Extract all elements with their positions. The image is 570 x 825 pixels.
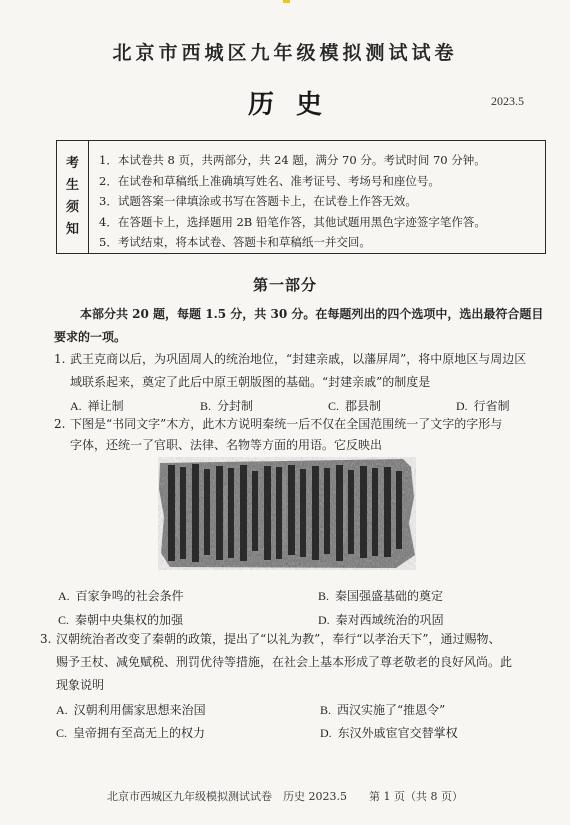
- notice-label-char: 考: [65, 156, 79, 171]
- question-number: 3.: [40, 632, 52, 646]
- question-3-line-2: 赐予王杖、减免赋税、刑罚优待等措施，在社会上基本形成了尊老敬老的良好风尚。此: [56, 655, 513, 669]
- option-text: 百家争鸣的社会条件: [75, 589, 184, 603]
- question-number: 1.: [54, 352, 66, 366]
- option-letter: C.: [56, 726, 68, 740]
- option-text: 东汉外戚宦官交替掌权: [337, 726, 458, 740]
- top-mark: [283, 0, 290, 3]
- wooden-slip-svg: [158, 457, 416, 570]
- notice-item: 5．考试结束，将本试卷、答题卡和草稿纸一并交回。: [99, 235, 371, 249]
- option-letter: B.: [200, 399, 212, 413]
- option-letter: A.: [56, 703, 68, 717]
- option-b: [318, 587, 443, 604]
- option-text: 西汉实施了“推恩令”: [337, 703, 446, 717]
- option-a: [56, 701, 206, 718]
- question-2-line-1: [54, 413, 502, 436]
- option-b: [320, 701, 445, 718]
- option-letter: D.: [318, 613, 330, 627]
- notice-label-char: 知: [65, 222, 79, 237]
- option-b: [200, 397, 253, 414]
- subject-title: 历史: [247, 90, 344, 120]
- option-letter: B.: [318, 589, 330, 603]
- exam-date: 2023.5: [491, 94, 524, 108]
- option-a: [58, 587, 184, 604]
- option-c: [56, 724, 205, 741]
- part-intro: 本部分共 20 题，每题 1.5 分，共 30 分。在每题列出的四个选项中，选出最符合题目要求的一项。: [54, 307, 544, 344]
- option-text: 秦国强盛基础的奠定: [335, 589, 444, 603]
- option-letter: B.: [320, 703, 332, 717]
- question-1-line-2: 域联系起来，奠定了此后中原王朝版图的基础。“封建亲戚”的制度是: [70, 375, 431, 389]
- question-text: 汉朝统治者改变了秦朝的政策，提出了“以礼为教”，奉行“以孝治天下”，通过赐物、: [56, 632, 501, 646]
- option-text: 禅让制: [87, 399, 124, 413]
- option-text: 皇帝拥有至高无上的权力: [73, 726, 206, 740]
- option-letter: D.: [456, 399, 468, 413]
- wooden-slip-image: [158, 457, 416, 570]
- part-title: 第一部分: [252, 276, 317, 294]
- option-text: 秦对西域统治的巩固: [335, 613, 444, 627]
- notice-box: [56, 140, 546, 254]
- exam-title: 北京市西城区九年级模拟测试试卷: [112, 42, 458, 64]
- option-letter: A.: [70, 399, 82, 413]
- question-number: 2.: [54, 417, 66, 431]
- notice-label: [57, 141, 89, 253]
- option-text: 分封制: [217, 399, 254, 413]
- question-text: 下图是“书同文字”木方，此木方说明秦统一后不仅在全国范围统一了文字的字形与: [70, 417, 503, 431]
- notice-item: 2．在试卷和草稿纸上准确填写姓名、准考证号、考场号和座位号。: [99, 173, 440, 188]
- option-c: [58, 611, 183, 628]
- option-letter: A.: [58, 589, 70, 603]
- option-text: 秦朝中央集权的加强: [75, 613, 184, 627]
- option-letter: C.: [328, 399, 340, 413]
- option-c: [328, 397, 381, 414]
- option-d: [320, 724, 458, 741]
- notice-item: 4．在答题卡上，选择题用 2B 铅笔作答，其他试题用黑色字迹签字笔作答。: [99, 214, 486, 229]
- option-text: 郡县制: [345, 399, 382, 413]
- option-d: [456, 397, 510, 414]
- option-a: [70, 397, 124, 414]
- notice-label-char: 须: [65, 200, 79, 215]
- page-footer: 北京市西城区九年级模拟测试试卷 历史 2023.5 第 1 页（共 8 页）: [107, 790, 463, 803]
- question-1-line-1: [54, 348, 526, 371]
- option-text: 汉朝利用儒家思想来治国: [73, 703, 206, 717]
- notice-item: 1．本试卷共 8 页，共两部分，共 24 题，满分 70 分。考试时间 70 分钟。: [99, 153, 486, 167]
- question-2-line-2: 字体，还统一了官职、法律、名物等方面的用语。它反映出: [70, 438, 383, 452]
- option-letter: D.: [320, 726, 332, 740]
- option-text: 行省制: [473, 399, 510, 413]
- notice-label-char: 生: [65, 178, 79, 193]
- question-3-line-3: 现象说明: [56, 678, 105, 692]
- option-d: [318, 611, 444, 628]
- question-3-line-1: [40, 628, 501, 651]
- notice-item: 3．试题答案一律填涂或书写在答题卡上，在试卷上作答无效。: [99, 194, 417, 208]
- option-letter: C.: [58, 613, 70, 627]
- question-text: 武王克商以后，为巩固周人的统治地位，“封建亲戚，以藩屏周”，将中原地区与周边区: [70, 352, 527, 366]
- notice-list: [89, 141, 486, 253]
